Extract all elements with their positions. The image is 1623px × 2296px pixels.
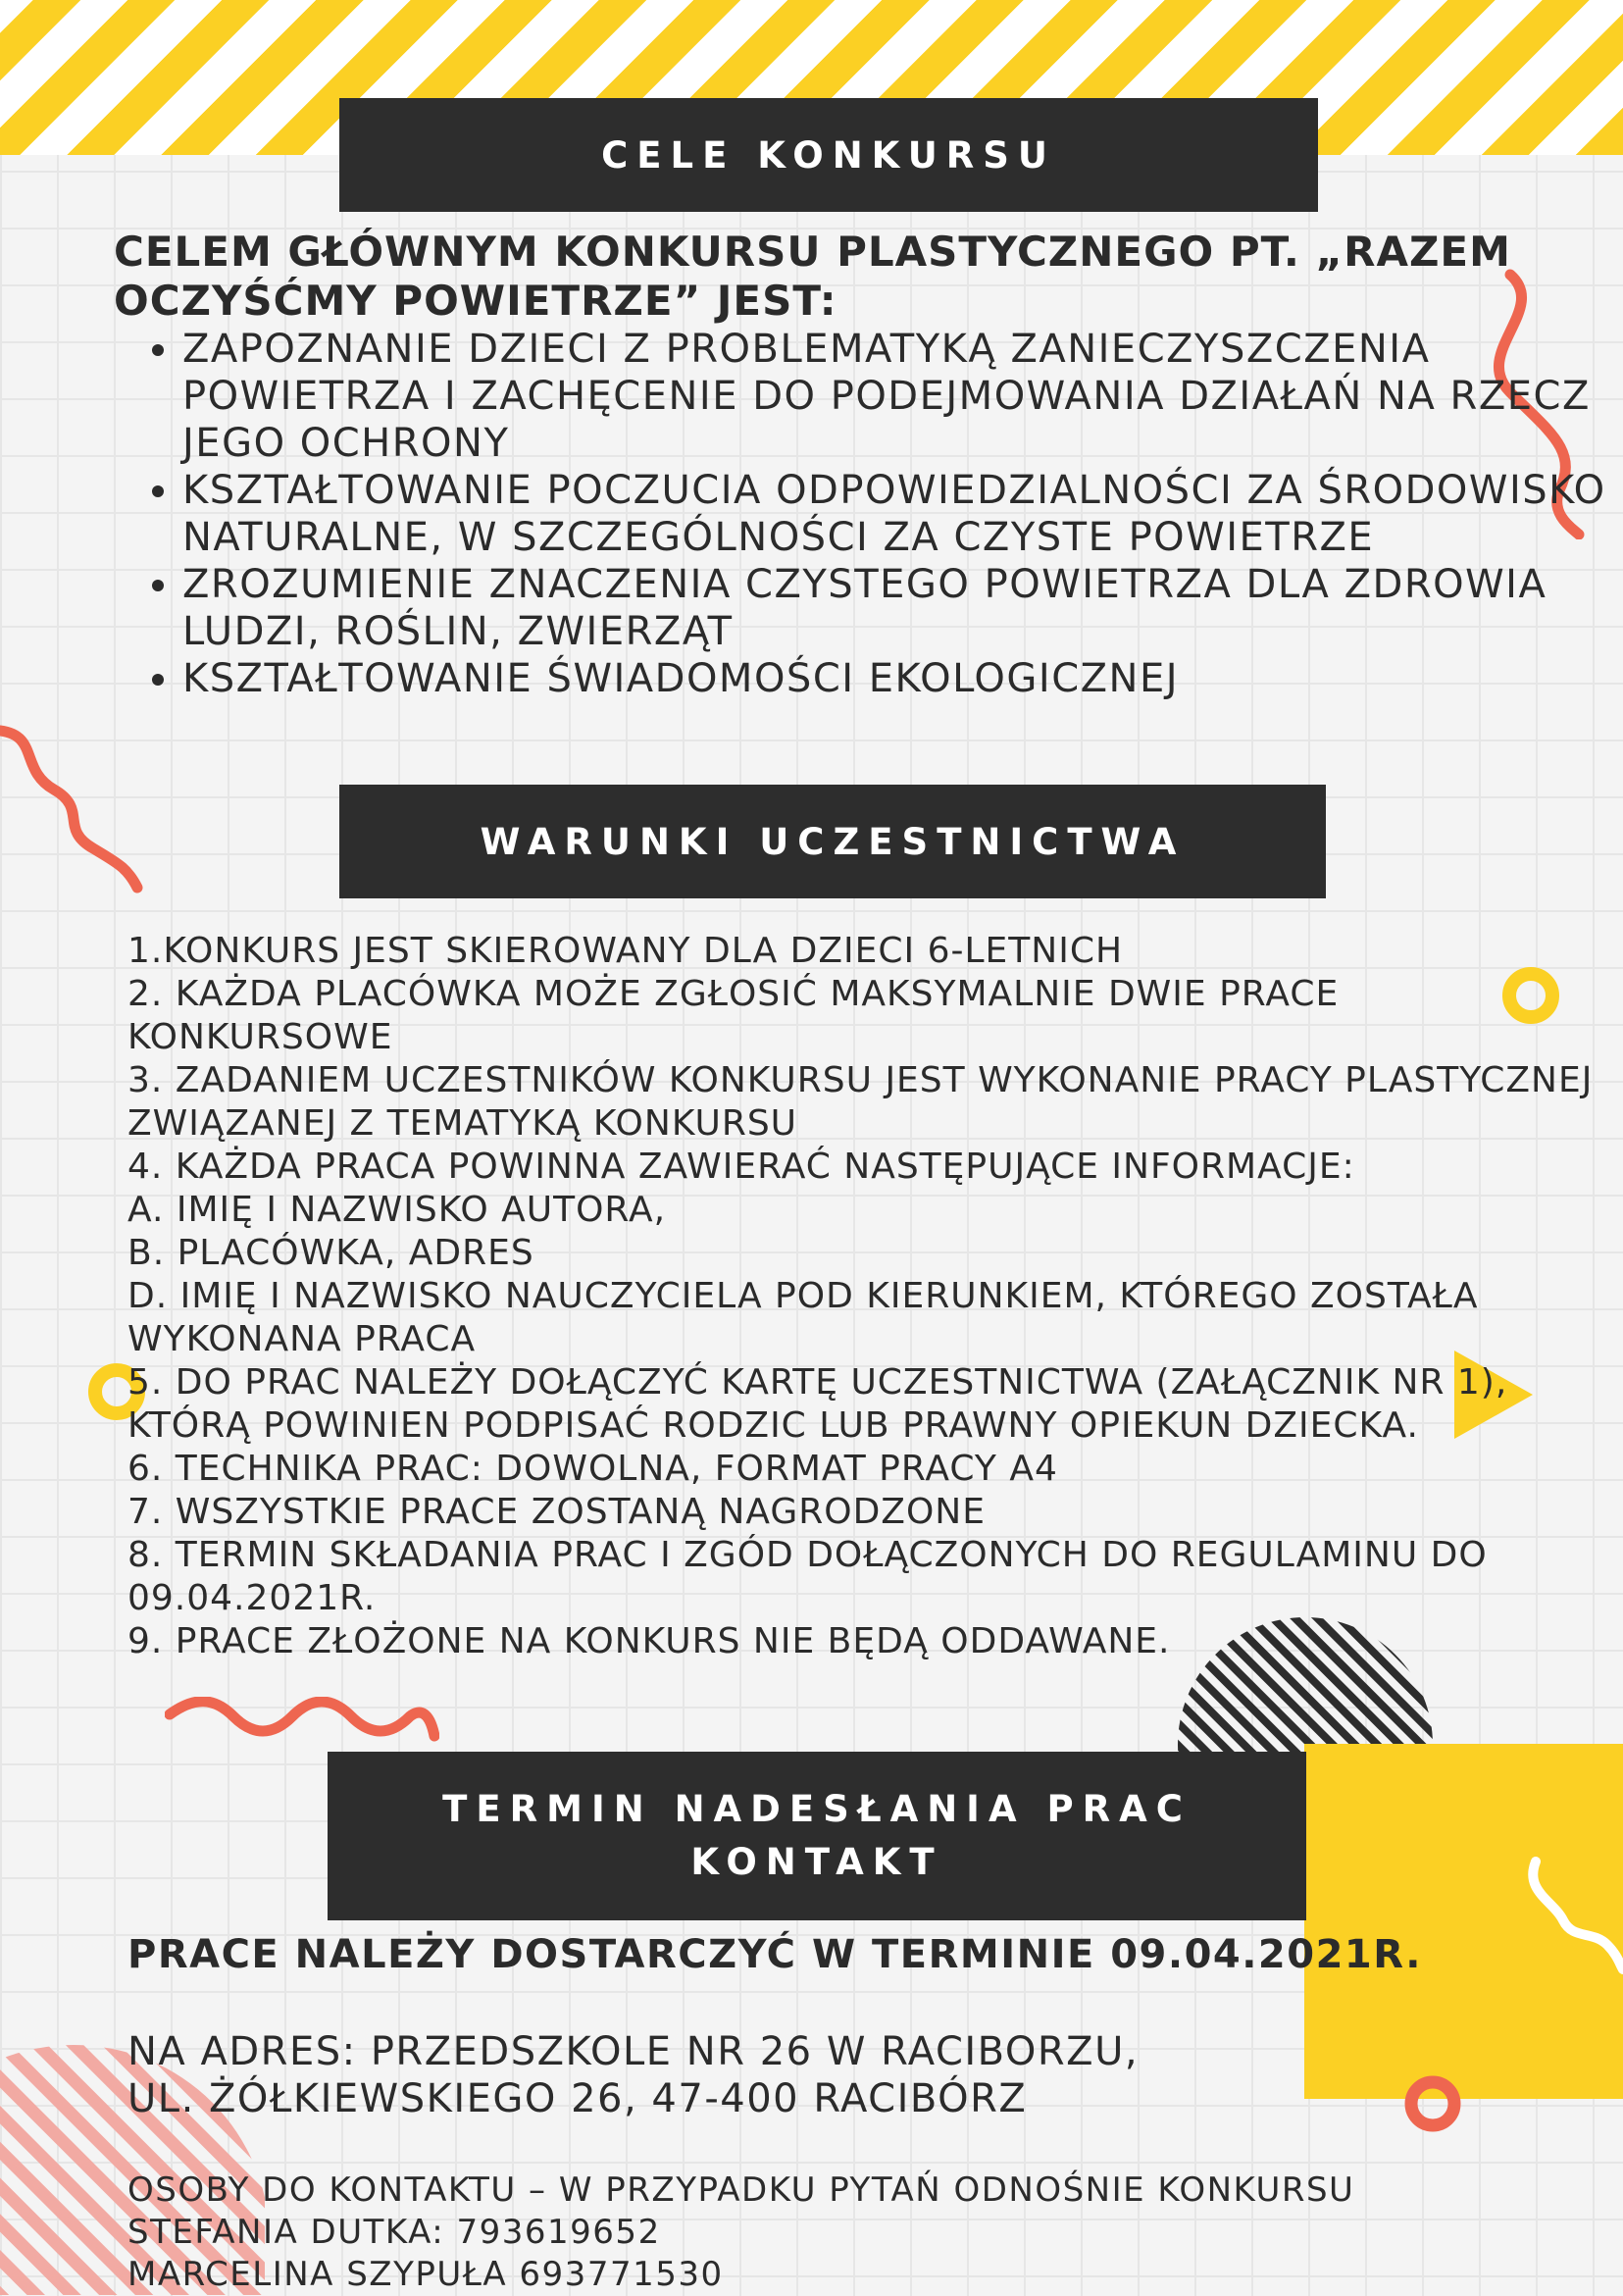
contact-block: [127, 2169, 1500, 2296]
conditions-item: 3. ZADANIEM UCZESTNIKÓW KONKURSU JEST WYKONANIE PRACY PLASTYCZNEJ ZWIĄZANEJ Z TEMATYKĄ KONKURSU: [127, 1060, 1594, 1144]
goals-intro-line: CELEM GŁÓWNYM KONKURSU PLASTYCZNEGO PT. „RAZEM: [114, 228, 1511, 276]
conditions-list: [127, 930, 1598, 1663]
conditions-item: D. IMIĘ I NAZWISKO NAUCZYCIELA POD KIERUNKIEM, KTÓREGO ZOSTAŁA WYKONANA PRACA: [127, 1276, 1479, 1359]
address-line: NA ADRES: PRZEDSZKOLE NR 26 W RACIBORZU,: [127, 2029, 1140, 2074]
conditions-item: 9. PRACE ZŁOŻONE NA KONKURS NIE BĘDĄ ODDAWANE.: [127, 1621, 1171, 1661]
goals-list-item: • ZAPOZNANIE DZIECI Z PROBLEMATYKĄ ZANIECZYSZCZENIA POWIETRZA I ZACHĘCENIE DO PODEJMOWANIA DZIAŁAŃ NA RZECZ JEGO OCHRONY: [182, 326, 1623, 467]
goals-banner: [339, 98, 1318, 212]
coral-ring-decoration: [1400, 2071, 1465, 2136]
deadline-text: PRACE NALEŻY DOSTARCZYĆ W TERMINIE 09.04.2021R.: [127, 1932, 1422, 1977]
conditions-item: 7. WSZYSTKIE PRACE ZOSTANĄ NAGRODZONE: [127, 1492, 986, 1532]
conditions-banner: [339, 785, 1326, 898]
goals-list-item: • ZROZUMIENIE ZNACZENIA CZYSTEGO POWIETRZA DLA ZDROWIA LUDZI, ROŚLIN, ZWIERZĄT: [182, 561, 1623, 655]
deadline-heading-line: KONTAKT: [690, 1841, 943, 1883]
goals-intro-line: OCZYŚĆMY POWIETRZE” JEST:: [114, 277, 837, 325]
wavy-line-decoration-bottom: [165, 1697, 439, 1756]
goals-intro: [114, 228, 1526, 326]
contact-person: MARCELINA SZYPUŁA 693771530: [127, 2255, 724, 2294]
goals-list-item: • KSZTAŁTOWANIE POCZUCIA ODPOWIEDZIALNOŚCI ZA ŚRODOWISKO NATURALNE, W SZCZEGÓLNOŚCI ZA CZYSTE POWIETRZE: [182, 467, 1623, 561]
deadline-banner: [328, 1752, 1306, 1920]
deadline-heading-line: TERMIN NADESŁANIA PRAC: [442, 1788, 1192, 1830]
contact-intro: OSOBY DO KONTAKTU – W PRZYPADKU PYTAŃ ODNOŚNIE KONKURSU: [127, 2170, 1355, 2210]
conditions-item: B. PLACÓWKA, ADRES: [127, 1233, 534, 1273]
conditions-heading: WARUNKI UCZESTNICTWA: [480, 820, 1186, 863]
address-block: [127, 2028, 1402, 2122]
conditions-item: 4. KAŻDA PRACA POWINNA ZAWIERAĆ NASTĘPUJĄCE INFORMACJE:: [127, 1147, 1355, 1187]
address-line: UL. ŻÓŁKIEWSKIEGO 26, 47-400 RACIBÓRZ: [127, 2076, 1028, 2121]
conditions-item: 2. KAŻDA PLACÓWKA MOŻE ZGŁOSIĆ MAKSYMALNIE DWIE PRACE KONKURSOWE: [127, 974, 1340, 1057]
conditions-item: 1.KONKURS JEST SKIEROWANY DLA DZIECI 6-LETNICH: [127, 931, 1124, 971]
conditions-item: 6. TECHNIKA PRAC: DOWOLNA, FORMAT PRACY A4: [127, 1449, 1058, 1489]
wavy-line-decoration-left: [0, 721, 157, 897]
conditions-item: A. IMIĘ I NAZWISKO AUTORA,: [127, 1190, 667, 1230]
goals-list-item: • KSZTAŁTOWANIE ŚWIADOMOŚCI EKOLOGICZNEJ: [182, 655, 1623, 702]
conditions-item: 5. DO PRAC NALEŻY DOŁĄCZYĆ KARTĘ UCZESTNICTWA (ZAŁĄCZNIK NR 1), KTÓRĄ POWINIEN PODPISAĆ RODZIC LUB PRAWNY OPIEKUN DZIECKA.: [127, 1362, 1508, 1446]
goals-list: [143, 326, 1623, 702]
contact-person: STEFANIA DUTKA: 793619652: [127, 2213, 661, 2252]
conditions-item: 8. TERMIN SKŁADANIA PRAC I ZGÓD DOŁĄCZONYCH DO REGULAMINU DO 09.04.2021R.: [127, 1535, 1488, 1618]
goals-heading: CELE KONKURSU: [601, 133, 1056, 177]
